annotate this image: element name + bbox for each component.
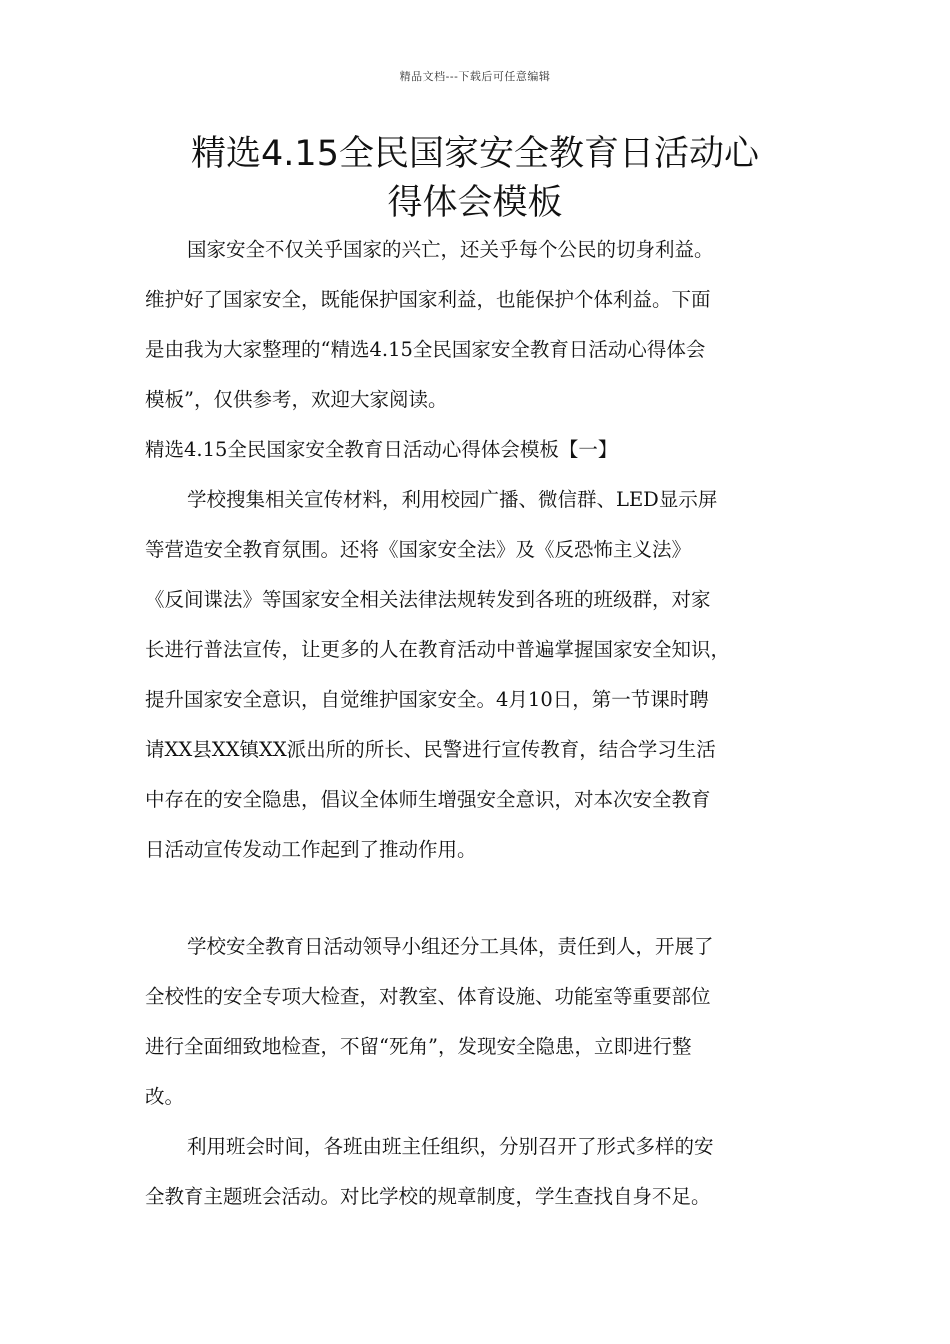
- paragraph-line: 等营造安全教育氛围。还将《国家安全法》及《反恐怖主义法》: [145, 538, 692, 561]
- paragraph-line: 利用班会时间，各班由班主任组织，分别召开了形式多样的安: [187, 1135, 714, 1158]
- body-section-2: [145, 922, 815, 1222]
- title-line: 得体会模板: [387, 183, 563, 223]
- paragraph-line: 《反间谍法》等国家安全相关法律法规转发到各班的班级群，对家: [145, 588, 711, 611]
- paragraph-line: 中存在的安全隐患，倡议全体师生增强安全意识，对本次安全教育: [145, 788, 711, 811]
- paragraph-line: 长进行普法宣传，让更多的人在教育活动中普遍掌握国家安全知识，: [145, 638, 731, 661]
- paragraph-line: 国家安全不仅关乎国家的兴亡，还关乎每个公民的切身利益。: [187, 238, 714, 261]
- paragraph-line: 模板”，仅供参考，欢迎大家阅读。: [145, 388, 448, 411]
- paragraph-line: 日活动宣传发动工作起到了推动作用。: [145, 838, 477, 861]
- paragraph-line: 改。: [145, 1085, 185, 1108]
- paragraph-line: 学校安全教育日活动领导小组还分工具体，责任到人，开展了: [187, 935, 714, 958]
- body-section-1: [145, 225, 815, 875]
- paragraph-line: 进行全面细致地检查，不留“死角”，发现安全隐患，立即进行整: [145, 1035, 692, 1058]
- title-line: 精选4.15全民国家安全教育日活动心: [191, 134, 759, 174]
- paragraph-line: 是由我为大家整理的“精选4.15全民国家安全教育日活动心得体会: [145, 338, 706, 361]
- section-heading: 精选4.15全民国家安全教育日活动心得体会模板【一】: [145, 438, 618, 461]
- paragraph-line: 学校搜集相关宣传材料，利用校园广播、微信群、LED显示屏: [187, 488, 718, 511]
- paragraph-line: 全教育主题班会活动。对比学校的规章制度，学生查找自身不足。: [145, 1185, 711, 1208]
- paragraph-line: 全校性的安全专项大检查，对教室、体育设施、功能室等重要部位: [145, 985, 711, 1008]
- document-title: [145, 130, 805, 228]
- paragraph-line: 请XX县XX镇XX派出所的所长、民警进行宣传教育，结合学习生活: [145, 738, 716, 761]
- paragraph-line: 维护好了国家安全，既能保护国家利益，也能保护个体利益。下面: [145, 288, 711, 311]
- header-note: 精品文档---下载后可任意编辑: [399, 70, 551, 83]
- paragraph-line: 提升国家安全意识，自觉维护国家安全。4月10日，第一节课时聘: [145, 688, 709, 711]
